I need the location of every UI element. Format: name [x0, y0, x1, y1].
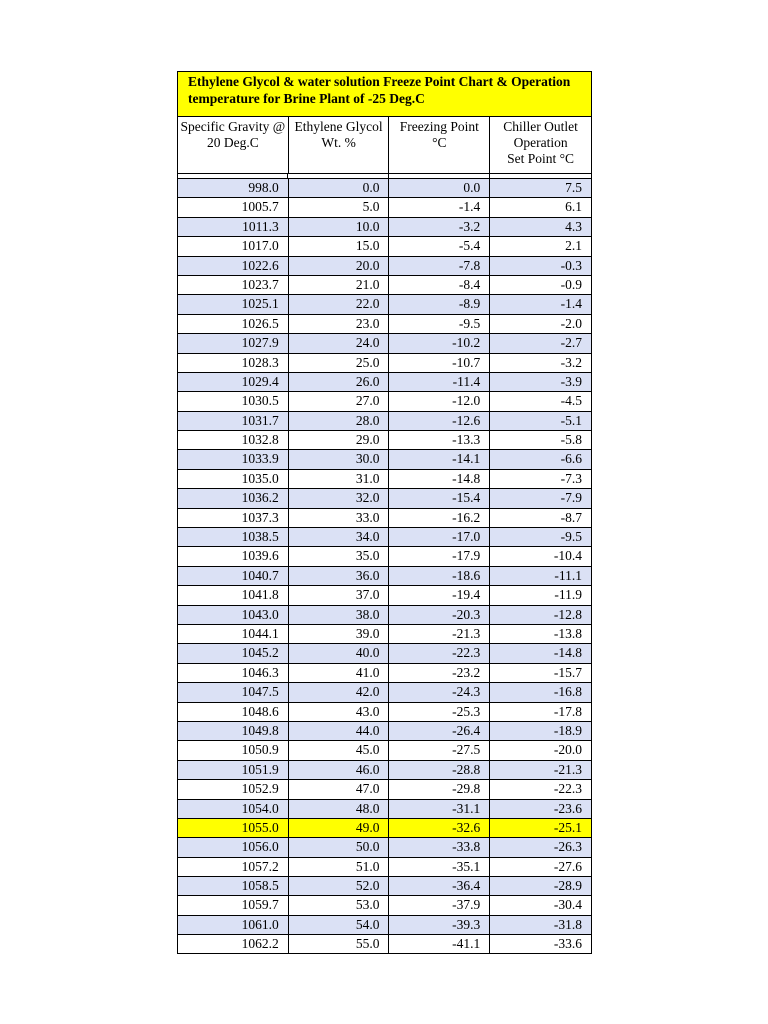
cell-specific-gravity: 1057.2 [178, 857, 289, 876]
cell-specific-gravity: 1040.7 [178, 566, 289, 585]
cell-glycol-wt: 20.0 [289, 256, 390, 275]
cell-chiller-set-point: -11.1 [490, 566, 592, 585]
header-row [177, 117, 592, 174]
table-row [177, 469, 592, 488]
table-row [177, 915, 592, 934]
table-row [177, 488, 592, 507]
cell-chiller-set-point: -21.3 [490, 760, 592, 779]
table-title: Ethylene Glycol & water solution Freeze Point Chart & Operation temperature for Brine Plant of -25 Deg.C [177, 71, 592, 117]
cell-freezing-point: -5.4 [389, 236, 490, 255]
cell-specific-gravity: 1033.9 [178, 449, 289, 468]
cell-glycol-wt: 38.0 [289, 605, 390, 624]
table-row [177, 857, 592, 876]
table-row [177, 740, 592, 759]
cell-chiller-set-point: -5.8 [490, 430, 592, 449]
cell-freezing-point: -24.3 [389, 682, 490, 701]
table-row [177, 217, 592, 236]
cell-glycol-wt: 28.0 [289, 411, 390, 430]
cell-freezing-point: -11.4 [389, 372, 490, 391]
cell-glycol-wt: 48.0 [289, 799, 390, 818]
table-row [177, 546, 592, 565]
table-row [177, 256, 592, 275]
cell-specific-gravity: 1058.5 [178, 876, 289, 895]
table-row [177, 895, 592, 914]
cell-glycol-wt: 47.0 [289, 779, 390, 798]
table-row [177, 643, 592, 662]
cell-glycol-wt: 55.0 [289, 934, 390, 953]
cell-freezing-point: -15.4 [389, 488, 490, 507]
cell-freezing-point: -13.3 [389, 430, 490, 449]
cell-specific-gravity: 1011.3 [178, 217, 289, 236]
table-body [177, 178, 592, 954]
cell-chiller-set-point: -0.9 [490, 275, 592, 294]
cell-specific-gravity: 1036.2 [178, 488, 289, 507]
table-row [177, 353, 592, 372]
cell-specific-gravity: 1035.0 [178, 469, 289, 488]
cell-freezing-point: -7.8 [389, 256, 490, 275]
cell-specific-gravity: 1038.5 [178, 527, 289, 546]
cell-glycol-wt: 31.0 [289, 469, 390, 488]
cell-specific-gravity: 1017.0 [178, 236, 289, 255]
table-row [177, 605, 592, 624]
cell-glycol-wt: 37.0 [289, 585, 390, 604]
cell-chiller-set-point: -10.4 [490, 546, 592, 565]
cell-chiller-set-point: 2.1 [490, 236, 592, 255]
cell-chiller-set-point: 6.1 [490, 197, 592, 216]
cell-specific-gravity: 1052.9 [178, 779, 289, 798]
cell-glycol-wt: 42.0 [289, 682, 390, 701]
table-row [177, 449, 592, 468]
table-row [177, 275, 592, 294]
table-row [177, 314, 592, 333]
cell-glycol-wt: 49.0 [289, 818, 390, 837]
cell-chiller-set-point: -17.8 [490, 702, 592, 721]
table-row [177, 430, 592, 449]
cell-specific-gravity: 1039.6 [178, 546, 289, 565]
freeze-point-table [177, 71, 592, 954]
cell-specific-gravity: 1055.0 [178, 818, 289, 837]
cell-specific-gravity: 1028.3 [178, 353, 289, 372]
cell-freezing-point: -21.3 [389, 624, 490, 643]
cell-glycol-wt: 22.0 [289, 294, 390, 313]
cell-chiller-set-point: -3.9 [490, 372, 592, 391]
cell-glycol-wt: 24.0 [289, 333, 390, 352]
cell-freezing-point: -39.3 [389, 915, 490, 934]
table-row [177, 236, 592, 255]
cell-freezing-point: -3.2 [389, 217, 490, 236]
cell-freezing-point: -17.9 [389, 546, 490, 565]
cell-glycol-wt: 30.0 [289, 449, 390, 468]
cell-glycol-wt: 41.0 [289, 663, 390, 682]
cell-chiller-set-point: -5.1 [490, 411, 592, 430]
cell-specific-gravity: 1025.1 [178, 294, 289, 313]
cell-freezing-point: -31.1 [389, 799, 490, 818]
table-row [177, 372, 592, 391]
cell-freezing-point: -14.8 [389, 469, 490, 488]
cell-chiller-set-point: -11.9 [490, 585, 592, 604]
cell-specific-gravity: 1050.9 [178, 740, 289, 759]
cell-glycol-wt: 29.0 [289, 430, 390, 449]
cell-specific-gravity: 1049.8 [178, 721, 289, 740]
cell-freezing-point: -12.6 [389, 411, 490, 430]
table-row [177, 178, 592, 197]
cell-specific-gravity: 1047.5 [178, 682, 289, 701]
cell-chiller-set-point: -2.0 [490, 314, 592, 333]
cell-chiller-set-point: -22.3 [490, 779, 592, 798]
table-row [177, 760, 592, 779]
cell-glycol-wt: 26.0 [289, 372, 390, 391]
cell-specific-gravity: 1041.8 [178, 585, 289, 604]
cell-freezing-point: -26.4 [389, 721, 490, 740]
cell-freezing-point: -10.7 [389, 353, 490, 372]
cell-freezing-point: -37.9 [389, 895, 490, 914]
cell-specific-gravity: 1062.2 [178, 934, 289, 953]
cell-freezing-point: -41.1 [389, 934, 490, 953]
table-row [177, 585, 592, 604]
cell-freezing-point: -35.1 [389, 857, 490, 876]
cell-freezing-point: -20.3 [389, 605, 490, 624]
cell-chiller-set-point: -0.3 [490, 256, 592, 275]
table-row [177, 294, 592, 313]
cell-freezing-point: 0.0 [389, 178, 490, 197]
cell-glycol-wt: 27.0 [289, 391, 390, 410]
cell-chiller-set-point: -14.8 [490, 643, 592, 662]
cell-chiller-set-point: -30.4 [490, 895, 592, 914]
header-specific-gravity: Specific Gravity @ 20 Deg.C [178, 117, 289, 173]
cell-freezing-point: -19.4 [389, 585, 490, 604]
cell-freezing-point: -10.2 [389, 333, 490, 352]
cell-glycol-wt: 35.0 [289, 546, 390, 565]
cell-chiller-set-point: -31.8 [490, 915, 592, 934]
cell-chiller-set-point: -20.0 [490, 740, 592, 759]
cell-freezing-point: -33.8 [389, 837, 490, 856]
cell-chiller-set-point: -6.6 [490, 449, 592, 468]
cell-chiller-set-point: -16.8 [490, 682, 592, 701]
cell-chiller-set-point: -1.4 [490, 294, 592, 313]
table-row [177, 391, 592, 410]
table-row [177, 721, 592, 740]
table-row [177, 934, 592, 953]
cell-freezing-point: -9.5 [389, 314, 490, 333]
table-row [177, 566, 592, 585]
cell-freezing-point: -12.0 [389, 391, 490, 410]
cell-glycol-wt: 25.0 [289, 353, 390, 372]
cell-freezing-point: -29.8 [389, 779, 490, 798]
cell-specific-gravity: 1048.6 [178, 702, 289, 721]
table-row [177, 333, 592, 352]
cell-specific-gravity: 1026.5 [178, 314, 289, 333]
cell-freezing-point: -1.4 [389, 197, 490, 216]
cell-chiller-set-point: -23.6 [490, 799, 592, 818]
cell-freezing-point: -36.4 [389, 876, 490, 895]
cell-specific-gravity: 1054.0 [178, 799, 289, 818]
cell-glycol-wt: 53.0 [289, 895, 390, 914]
cell-glycol-wt: 43.0 [289, 702, 390, 721]
cell-freezing-point: -8.4 [389, 275, 490, 294]
header-glycol-wt: Ethylene Glycol Wt. % [289, 117, 390, 173]
cell-chiller-set-point: -12.8 [490, 605, 592, 624]
cell-chiller-set-point: 4.3 [490, 217, 592, 236]
cell-glycol-wt: 46.0 [289, 760, 390, 779]
cell-chiller-set-point: -8.7 [490, 508, 592, 527]
cell-specific-gravity: 1023.7 [178, 275, 289, 294]
table-row [177, 411, 592, 430]
header-freezing-point: Freezing Point °C [389, 117, 490, 173]
cell-freezing-point: -17.0 [389, 527, 490, 546]
cell-freezing-point: -14.1 [389, 449, 490, 468]
cell-glycol-wt: 0.0 [289, 178, 390, 197]
cell-freezing-point: -22.3 [389, 643, 490, 662]
cell-glycol-wt: 54.0 [289, 915, 390, 934]
cell-chiller-set-point: -27.6 [490, 857, 592, 876]
cell-glycol-wt: 23.0 [289, 314, 390, 333]
table-row [177, 527, 592, 546]
table-row [177, 663, 592, 682]
table-row [177, 508, 592, 527]
cell-chiller-set-point: -28.9 [490, 876, 592, 895]
cell-specific-gravity: 1032.8 [178, 430, 289, 449]
cell-freezing-point: -32.6 [389, 818, 490, 837]
cell-chiller-set-point: -3.2 [490, 353, 592, 372]
cell-freezing-point: -25.3 [389, 702, 490, 721]
cell-chiller-set-point: 7.5 [490, 178, 592, 197]
table-row [177, 702, 592, 721]
cell-chiller-set-point: -13.8 [490, 624, 592, 643]
cell-specific-gravity: 1043.0 [178, 605, 289, 624]
cell-glycol-wt: 50.0 [289, 837, 390, 856]
cell-specific-gravity: 1044.1 [178, 624, 289, 643]
cell-freezing-point: -18.6 [389, 566, 490, 585]
cell-specific-gravity: 1030.5 [178, 391, 289, 410]
cell-chiller-set-point: -2.7 [490, 333, 592, 352]
cell-glycol-wt: 34.0 [289, 527, 390, 546]
cell-glycol-wt: 33.0 [289, 508, 390, 527]
cell-glycol-wt: 5.0 [289, 197, 390, 216]
cell-specific-gravity: 998.0 [178, 178, 289, 197]
cell-specific-gravity: 1045.2 [178, 643, 289, 662]
cell-specific-gravity: 1005.7 [178, 197, 289, 216]
cell-freezing-point: -8.9 [389, 294, 490, 313]
cell-freezing-point: -28.8 [389, 760, 490, 779]
cell-freezing-point: -27.5 [389, 740, 490, 759]
cell-specific-gravity: 1051.9 [178, 760, 289, 779]
cell-glycol-wt: 52.0 [289, 876, 390, 895]
cell-specific-gravity: 1027.9 [178, 333, 289, 352]
table-row [177, 876, 592, 895]
cell-freezing-point: -16.2 [389, 508, 490, 527]
header-chiller-set-point: Chiller Outlet Operation Set Point °C [490, 117, 592, 173]
table-row [177, 837, 592, 856]
cell-chiller-set-point: -15.7 [490, 663, 592, 682]
table-row-highlighted [177, 818, 592, 837]
table-row [177, 682, 592, 701]
cell-specific-gravity: 1037.3 [178, 508, 289, 527]
cell-glycol-wt: 10.0 [289, 217, 390, 236]
cell-glycol-wt: 39.0 [289, 624, 390, 643]
table-row [177, 197, 592, 216]
cell-glycol-wt: 36.0 [289, 566, 390, 585]
cell-freezing-point: -23.2 [389, 663, 490, 682]
cell-glycol-wt: 44.0 [289, 721, 390, 740]
cell-specific-gravity: 1059.7 [178, 895, 289, 914]
cell-chiller-set-point: -18.9 [490, 721, 592, 740]
cell-chiller-set-point: -7.9 [490, 488, 592, 507]
cell-glycol-wt: 40.0 [289, 643, 390, 662]
table-row [177, 799, 592, 818]
cell-chiller-set-point: -4.5 [490, 391, 592, 410]
cell-specific-gravity: 1029.4 [178, 372, 289, 391]
cell-glycol-wt: 51.0 [289, 857, 390, 876]
cell-chiller-set-point: -9.5 [490, 527, 592, 546]
cell-chiller-set-point: -7.3 [490, 469, 592, 488]
cell-specific-gravity: 1046.3 [178, 663, 289, 682]
cell-chiller-set-point: -25.1 [490, 818, 592, 837]
cell-glycol-wt: 15.0 [289, 236, 390, 255]
cell-glycol-wt: 21.0 [289, 275, 390, 294]
table-row [177, 779, 592, 798]
cell-glycol-wt: 45.0 [289, 740, 390, 759]
cell-chiller-set-point: -33.6 [490, 934, 592, 953]
cell-specific-gravity: 1056.0 [178, 837, 289, 856]
cell-chiller-set-point: -26.3 [490, 837, 592, 856]
cell-specific-gravity: 1061.0 [178, 915, 289, 934]
table-row [177, 624, 592, 643]
cell-specific-gravity: 1031.7 [178, 411, 289, 430]
cell-glycol-wt: 32.0 [289, 488, 390, 507]
cell-specific-gravity: 1022.6 [178, 256, 289, 275]
